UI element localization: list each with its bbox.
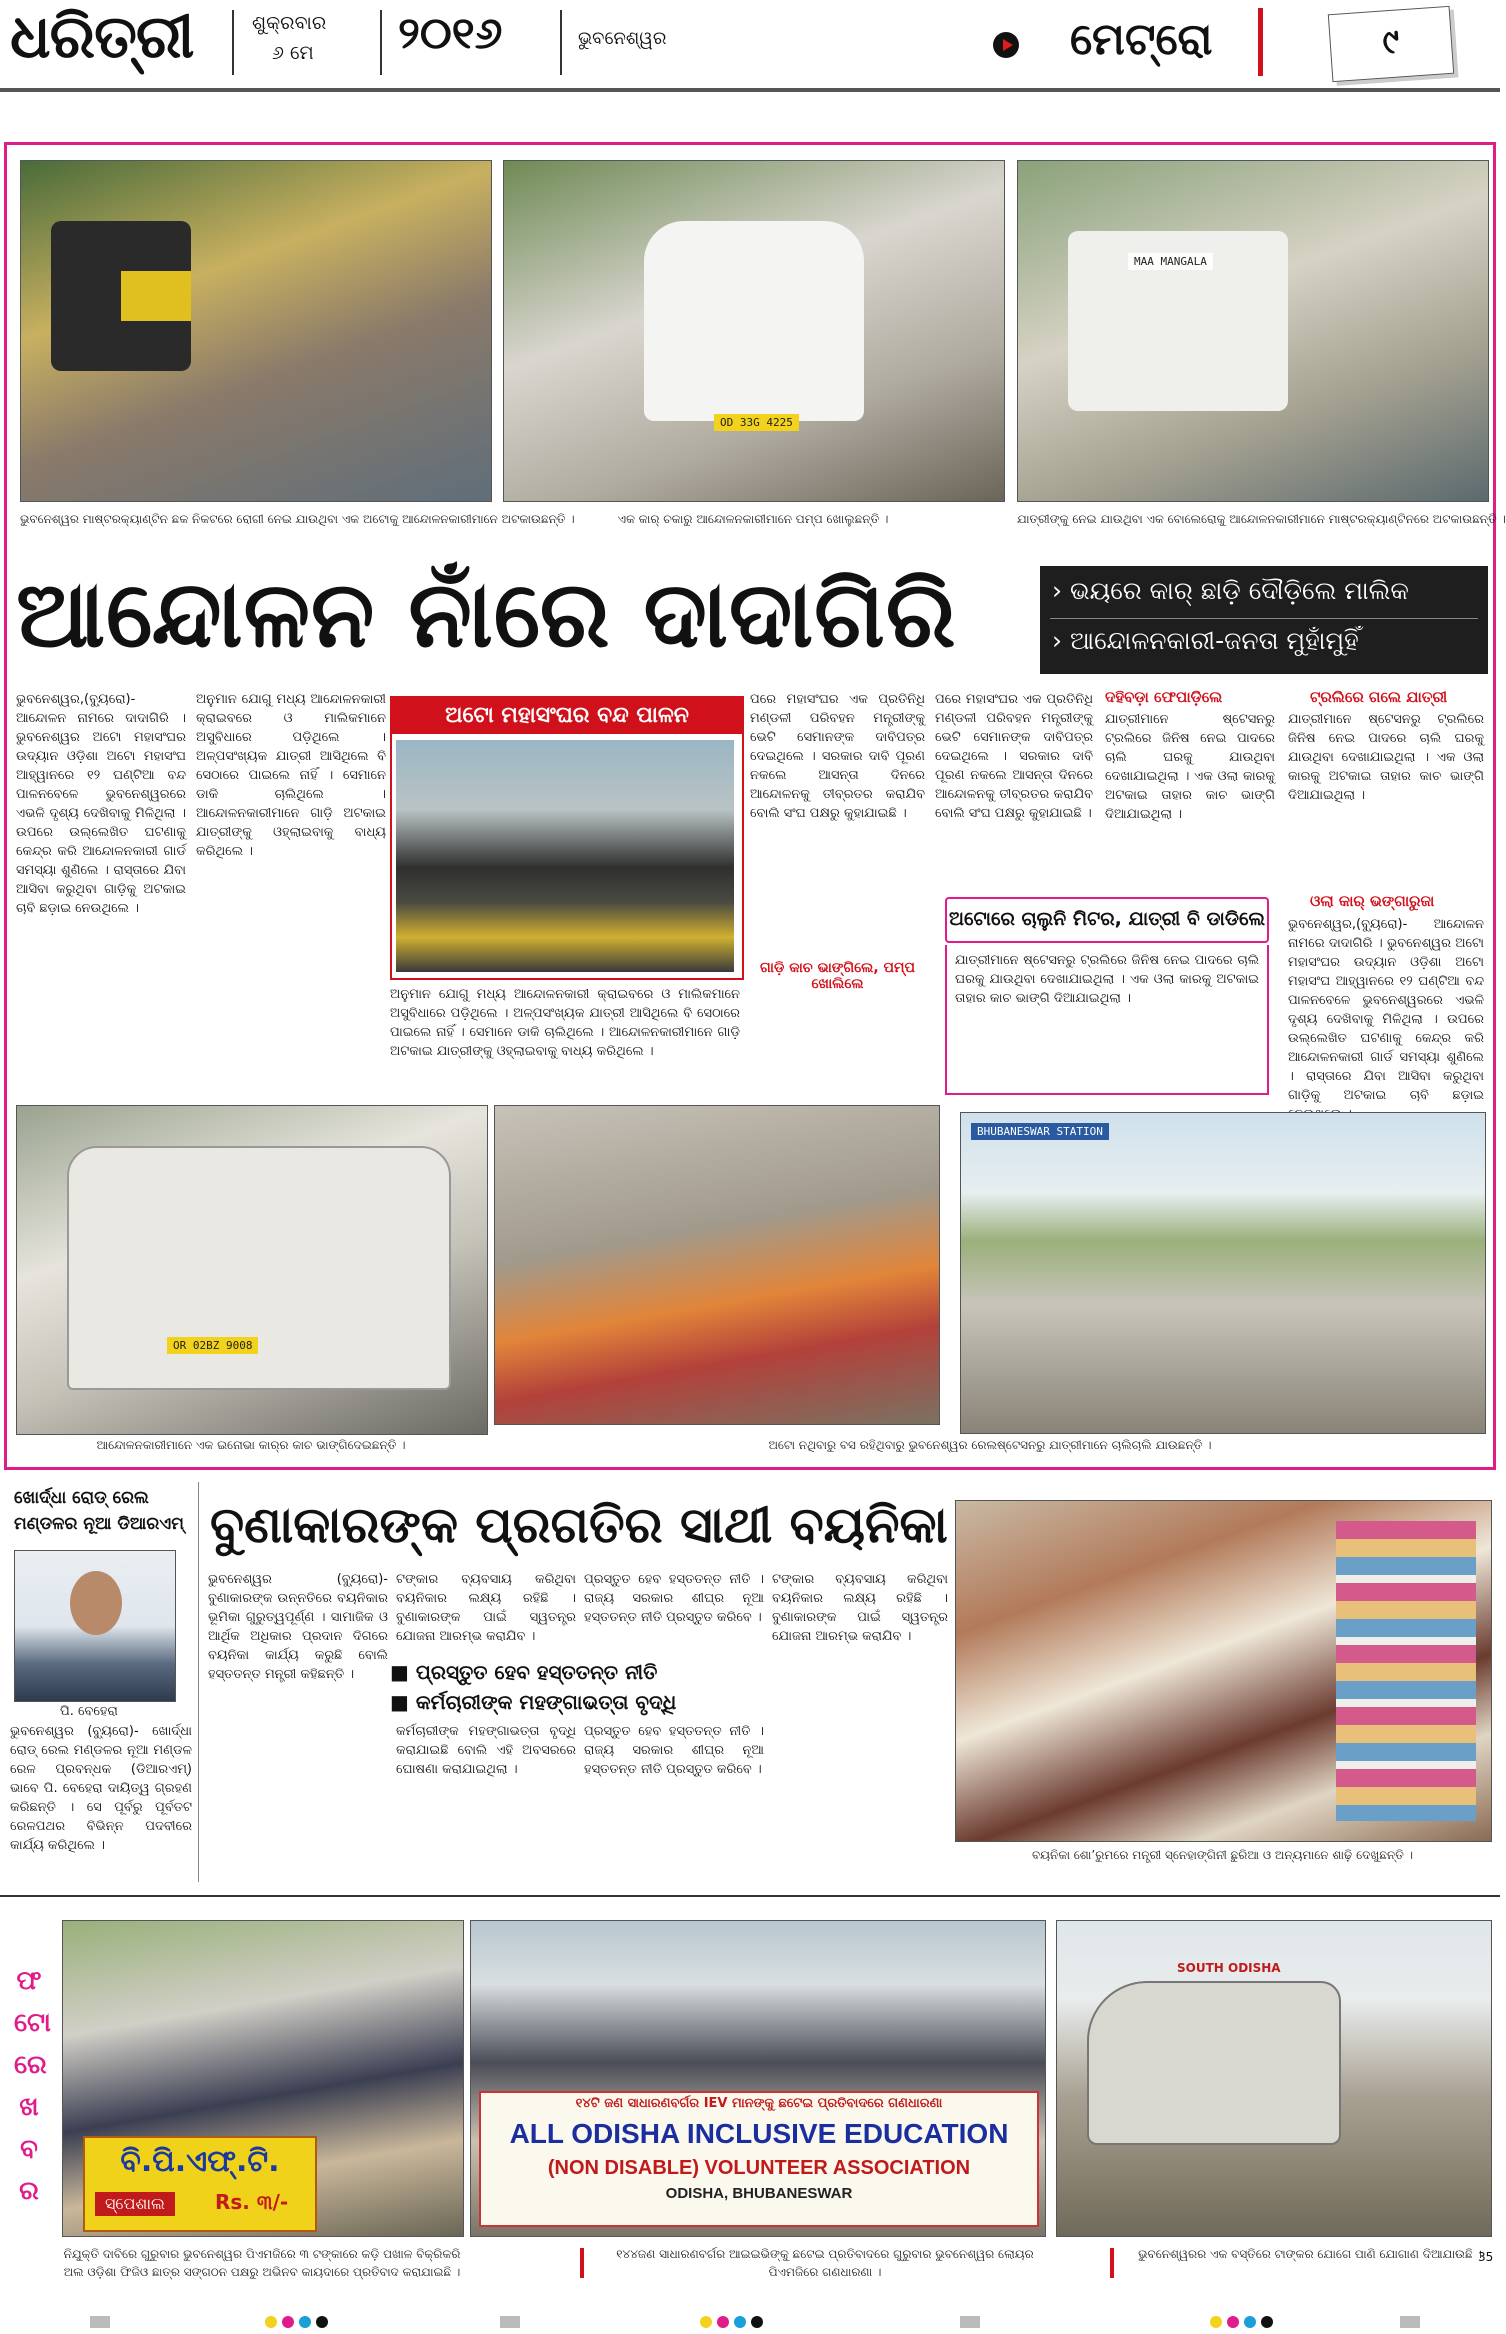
photo-bolero-stopped	[1017, 160, 1489, 502]
photo-caption: ଯାତ୍ରୀଙ୍କୁ ନେଇ ଯାଉଥିବା ଏକ ବୋଲେରୋକୁ ଆନ୍ଦୋଳନକାରୀମାନେ ମାଷ୍ଟରକ୍ୟାଣ୍ଟିନରେ ଅଟକାଉଛନ୍ତି ।	[1017, 512, 1506, 526]
stall-sign: ବି.ପି.ଏଫ୍.ଟି. ସ୍ପେଶାଲ Rs. ୩/-	[83, 2136, 317, 2232]
quote-body-box	[945, 945, 1269, 1095]
side-head: ଟ୍ରଲିରେ ଗଲେ ଯାତ୍ରୀ	[1310, 688, 1448, 706]
caption-red-mark	[1110, 2248, 1114, 2278]
weaver-column: ଭୁବନେଶ୍ୱର (ବ୍ୟୁରୋ)- ବୁଣାକାରଙ୍କ ଉନ୍ନତିରେ ବୟନିକାର ଭୂମିକା ଗୁରୁତ୍ୱପୂର୍ଣ୍ଣ । ସାମାଜିକ ଓ ଆର୍ଥିକ ଅଧିକାର ପ୍ରଦାନ ଦିଗରେ ବୟନିକା କାର୍ଯ୍ୟ କରୁଛି ବୋଲି ହସ୍ତତନ୍ତ ମନ୍ତ୍ରୀ କହିଛନ୍ତି ।	[208, 1572, 388, 1682]
section-name: ମେଟ୍ରୋ	[1070, 14, 1213, 65]
photo-auto-strike	[396, 740, 734, 972]
railway-body: ଭୁବନେଶ୍ୱର (ବ୍ୟୁରୋ)- ଖୋର୍ଦ୍ଧା ରୋଡ୍ ରେଲ ମଣ୍ଡଳର ନୂଆ ମଣ୍ଡଳ ରେଳ ପ୍ରବନ୍ଧକ (ଡିଆରଏମ୍) ଭାବେ ପି. ବେହେରା ଦାୟିତ୍ୱ ଗ୍ରହଣ କରିଛନ୍ତି । ସେ ପୂର୍ବରୁ ପୂର୍ବତଟ ରେଳପଥର ବିଭିନ୍ନ ପଦବୀରେ କାର୍ଯ୍ୟ କରିଥିଲେ ।	[10, 1724, 192, 1853]
photo-caption: ୧୪୪ଜଣ ସାଧାରଣବର୍ଗର ଆଇଇଭିଙ୍କୁ ଛଟେଇ ପ୍ରତିବାଦରେ ଗୁରୁବାର ଭୁବନେଶ୍ୱର ଲୋୟର ପିଏମଜିରେ ଗଣଧାରଣା ।	[616, 2247, 1034, 2279]
story-column: ଅନୁମାନ ଯୋଗୁ ମଧ୍ୟ ଆନ୍ଦୋଳନକାରୀ କ୍ରାଇବରେ ଓ ମାଲିକମାନେ ଅସୁବିଧାରେ ପଡ଼ିଥିଲେ । ଅଳ୍ପସଂଖ୍ୟକ ଯାତ୍ରୀ ଆସିଥିଲେ ବି ସେଠାରେ ପାଇଲେ ନାହିଁ । ସେମାନେ ଡାକି ଚାଲିଥିଲେ । ଆନ୍ଦୋଳନକାରୀମାନେ ଗାଡ଼ି ଅଟକାଇ ଯାତ୍ରୀଙ୍କୁ ଓହ୍ଲାଇବାକୁ ବାଧ୍ୟ କରିଥିଲେ ।	[390, 987, 740, 1059]
photo-caption: ଅଟୋ ନଥିବାରୁ ବସ ରହିଥିବାରୁ ଭୁବନେଶ୍ୱର ରେଲଷ୍ଟେସନରୁ ଯାତ୍ରୀମାନେ ଚାଲିଚାଲି ଯାଉଛନ୍ତି ।	[768, 1438, 1212, 1452]
play-icon	[993, 32, 1019, 58]
photo-water-tanker: SOUTH ODISHA	[1056, 1920, 1492, 2237]
photo-news-label: ଫ ଟୋ ରେ ଖ ବ ର	[14, 1966, 51, 2206]
number-plate: OR 02BZ 9008	[167, 1337, 258, 1354]
photo-caption: ଭୁବନେଶ୍ୱର ମାଷ୍ଟରକ୍ୟାଣ୍ଟିନ ଛକ ନିକଟରେ ରୋଗୀ ନେଇ ଯାଉଥିବା ଏକ ଅଟୋକୁ ଆନ୍ଦୋଳନକାରୀମାନେ ଅଟକାଉଛନ୍ତି ।	[20, 512, 575, 526]
number-plate: OD 33G 4225	[714, 414, 799, 431]
registration-strip	[0, 2310, 1500, 2334]
story-column: ଭୁବନେଶ୍ୱର,(ବ୍ୟୁରୋ)- ଆନ୍ଦୋଳନ ନାମରେ ଦାଦାଗିରି । ଭୁବନେଶ୍ୱର ଅଟୋ ମହାସଂଘର ଉଦ୍ୟାନ ଓଡ଼ିଶା ଅଟୋ ମହାସଂଘ ଆହ୍ୱାନରେ ୧୨ ଘଣ୍ଟିଆ ବନ୍ଦ ପାଳନବେଳେ ଭୁବନେଶ୍ୱରରେ ଏଭଳି ଦୃଶ୍ୟ ଦେଖିବାକୁ ମିଳିଥିଲା । ଉପରେ ଉଲ୍ଲେଖିତ ଘଟଣାକୁ କେନ୍ଦ୍ର କରି ଆନ୍ଦୋଳନକାରୀ ଗାର୍ଡ ସମସ୍ୟା ଶୁଣିଲେ । ରାସ୍ତାରେ ଯିବା ଆସିବା କରୁଥିବା ଗାଡ଼ିକୁ ଅଟକାଇ ଚାବି ଛଡ଼ାଇ ନେଉଥିଲେ ।	[16, 692, 186, 916]
newspaper-logo: ଧରିତ୍ରୀ	[10, 2, 194, 72]
page-number: ୯	[1381, 21, 1401, 63]
subhead-line	[1052, 626, 1359, 656]
photo-car-pump	[503, 160, 1005, 502]
railway-head: ଖୋର୍ଦ୍ଧା ରୋଡ୍ ରେଲ ମଣ୍ଡଳର ନୂଆ ଡିଆରଏମ୍	[14, 1488, 184, 1534]
weaver-column: କର୍ମଚାରୀଙ୍କ ମହଙ୍ଗାଭତ୍ତା ବୃଦ୍ଧି କରାଯାଇଛି ବୋଲି ଏହି ଅବସରରେ ଘୋଷଣା କରାଯାଇଥିଲା ।	[396, 1724, 576, 1777]
story-column: ପରେ ମହାସଂଘର ଏକ ପ୍ରତିନିଧି ମଣ୍ଡଳୀ ପରିବହନ ମନ୍ତ୍ରୀଙ୍କୁ ଭେଟି ସେମାନଙ୍କ ଦାବିପତ୍ର ଦେଇଥିଲେ । ସରକାର ଦାବି ପୂରଣ ନକଲେ ଆସନ୍ତା ଦିନରେ ଆନ୍ଦୋଳନକୁ ତୀବ୍ରତର କରାଯିବ ବୋଲି ସଂଘ ପକ୍ଷରୁ କୁହାଯାଇଛି ।	[750, 692, 925, 821]
side-head: ଦହିବଡ଼ା ଫେପାଡ଼ିଲେ	[1105, 688, 1223, 706]
story-column: ଭୁବନେଶ୍ୱର,(ବ୍ୟୁରୋ)- ଆନ୍ଦୋଳନ ନାମରେ ଦାଦାଗିରି । ଭୁବନେଶ୍ୱର ଅଟୋ ମହାସଂଘର ଉଦ୍ୟାନ ଓଡ଼ିଶା ଅଟୋ ମହାସଂଘ ଆହ୍ୱାନରେ ୧୨ ଘଣ୍ଟିଆ ବନ୍ଦ ପାଳନବେଳେ ଭୁବନେଶ୍ୱରରେ ଏଭଳି ଦୃଶ୍ୟ ଦେଖିବାକୁ ମିଳିଥିଲା । ଉପରେ ଉଲ୍ଲେଖିତ ଘଟଣାକୁ କେନ୍ଦ୍ର କରି ଆନ୍ଦୋଳନକାରୀ ଗାର୍ଡ ସମସ୍ୟା ଶୁଣିଲେ । ରାସ୍ତାରେ ଯିବା ଆସିବା କରୁଥିବା ଗାଡ଼ିକୁ ଅଟକାଇ ଚାବି ଛଡ଼ାଇ	[1288, 917, 1484, 1103]
story-column: ଯାତ୍ରୀମାନେ ଷ୍ଟେସନରୁ ଟ୍ରଲିରେ ଜିନିଷ ନେଇ ପାଦରେ ଚାଲି ଘରକୁ ଯାଉଥିବା ଦେଖାଯାଇଥିଲା । ଏକ ଓଲା କାରକୁ ଅଟକାଇ ତାହାର କାଚ ଭାଙ୍ଗି ଦିଆଯାଇଥିଲା ।	[1288, 712, 1484, 803]
photo-caption: ନିଯୁକ୍ତି ଦାବିରେ ଗୁରୁବାର ଭୁବନେଶ୍ୱର ପିଏମଜିରେ ୩ ଟଙ୍କାରେ କଡ଼ି ପଖାଳ ବିକ୍ରିକରି ଅଲ ଓଡ଼ିଶା ଫିଜିଓ ଛାତ୍ର ସଙ୍ଗଠନ ପକ୍ଷରୁ ଅଭିନବ କାୟଦାରେ ପ୍ରତିବାଦ କରାଯାଇଛି ।	[63, 2247, 461, 2279]
quote-box	[945, 897, 1269, 943]
subhead-box	[1040, 566, 1488, 674]
subhead-line	[1052, 576, 1409, 606]
vehicle-sticker: MAA MANGALA	[1128, 253, 1213, 270]
photo-caption: ଏକ କାର୍ ଚକାରୁ ଆନ୍ଦୋଳନକାରୀମାନେ ପମ୍ପ ଖୋଲୁଛନ୍ତି ।	[617, 512, 889, 526]
square-bullet-icon: ■	[390, 1660, 409, 1684]
photo-caption: ଭୁବନେଶ୍ୱରର ଏକ ବସ୍ତିରେ ଟାଙ୍କର ଯୋଗେ ପାଣି ଯୋଗାଣ ଦିଆଯାଉଛି ।	[1138, 2247, 1482, 2261]
weaver-bullet: ■ ପ୍ରସ୍ତୁତ ହେବ ହସ୍ତତନ୍ତ ନୀତି	[390, 1660, 658, 1684]
story-column: ପରେ ମହାସଂଘର ଏକ ପ୍ରତିନିଧି ମଣ୍ଡଳୀ ପରିବହନ ମନ୍ତ୍ରୀଙ୍କୁ ଭେଟି ସେମାନଙ୍କ ଦାବିପତ୍ର ଦେଇଥିଲେ । ସରକାର ଦାବି ପୂରଣ ନକଲେ ଆସନ୍ତା ଦିନରେ ଆନ୍ଦୋଳନକୁ ତୀବ୍ରତର କରାଯିବ ବୋଲି ସଂଘ ପକ୍ଷରୁ କୁହାଯାଇଛି ।	[935, 692, 1093, 821]
photo-station-walk	[960, 1112, 1486, 1434]
page-number-tab	[1328, 6, 1454, 82]
story-column: ଯାତ୍ରୀମାନେ ଷ୍ଟେସନରୁ ଟ୍ରଲିରେ ଜିନିଷ ନେଇ ପାଦରେ ଚାଲି ଘରକୁ ଯାଉଥିବା ଦେଖାଯାଇଥିଲା । ଏକ ଓଲା କାରକୁ ଅଟକାଇ ତାହାର କାଚ ଭାଙ୍ଗି ଦିଆଯାଇଥିଲା ।	[955, 953, 1259, 1006]
photo-education-dharana	[470, 1920, 1046, 2237]
masthead-divider	[380, 10, 382, 75]
issue-day: ଶୁକ୍ରବାର	[252, 12, 327, 34]
drm-name: ପି. ବେହେରା	[60, 1704, 118, 1719]
weaver-column: ପ୍ରସ୍ତୁତ ହେବ ହସ୍ତତନ୍ତ ନୀତି । ରାଜ୍ୟ ସରକାର ଶୀଘ୍ର ନୂଆ ହସ୍ତତନ୍ତ ନୀତି ପ୍ରସ୍ତୁତ କରିବେ ।	[584, 1572, 764, 1625]
story-column: ଯାତ୍ରୀମାନେ ଷ୍ଟେସନରୁ ଟ୍ରଲିରେ ଜିନିଷ ନେଇ ପାଦରେ ଚାଲି ଘରକୁ ଯାଉଥିବା ଦେଖାଯାଇଥିଲା । ଏକ ଓଲା କାରକୁ ଅଟକାଇ ତାହାର କାଚ ଭାଙ୍ଗି ଦିଆଯାଇଥିଲା ।	[1105, 712, 1275, 822]
issue-year: ୨୦୧୬	[398, 8, 503, 59]
column-rule	[198, 1482, 199, 1882]
chevron-right-icon: ›	[1052, 576, 1062, 605]
section-red-bar	[1258, 8, 1263, 76]
inset-box	[390, 696, 744, 980]
photo-walking-passengers	[494, 1105, 940, 1425]
inset-title: ଅଟୋ ମହାସଂଘର ବନ୍ଦ ପାଳନ	[392, 698, 742, 734]
side-head: ଓଲା କାର୍ ଭଙ୍ଗାରୁଜା	[1310, 892, 1435, 910]
subhead-separator	[1050, 618, 1478, 619]
photo-caption: ଆନ୍ଦୋଳନକାରୀମାନେ ଏକ ଇନୋଭା କାର୍‌ର କାଚ ଭାଙ୍ଗିଦେଇଛନ୍ତି ।	[96, 1438, 406, 1452]
subhead-text: ଆନ୍ଦୋଳନକାରୀ-ଜନତା ମୁହାଁମୁହିଁ	[1069, 626, 1359, 655]
chevron-right-icon: ›	[1052, 626, 1062, 655]
story-column: ଅନୁମାନ ଯୋଗୁ ମଧ୍ୟ ଆନ୍ଦୋଳନକାରୀ କ୍ରାଇବରେ ଓ ମାଲିକମାନେ ଅସୁବିଧାରେ ପଡ଼ିଥିଲେ । ଅଳ୍ପସଂଖ୍ୟକ ଯାତ୍ରୀ ଆସିଥିଲେ ବି ସେଠାରେ ପାଇଲେ ନାହିଁ । ସେମାନେ ଡାକି ଚାଲିଥିଲେ । ଆନ୍ଦୋଳନକାରୀମାନେ ଗାଡ଼ି ଅଟକାଇ ଯାତ୍ରୀଙ୍କୁ ଓହ୍ଲାଇବାକୁ ବାଧ୍ୟ କରିଥିଲେ ।	[196, 692, 386, 859]
photo-pakhala-stall	[62, 1920, 464, 2237]
station-sign: BHUBANESWAR STATION	[971, 1123, 1109, 1140]
issue-date: ୬ ମେ	[272, 42, 314, 64]
section-rule	[0, 1895, 1500, 1897]
weaver-bullet: ■ କର୍ମଚାରୀଙ୍କ ମହଙ୍ଗାଭତ୍ତା ବୃଦ୍ଧି	[390, 1690, 677, 1714]
photo-auto-stopped	[20, 160, 492, 502]
photo-boyanika-showroom	[955, 1500, 1492, 1842]
square-bullet-icon: ■	[390, 1690, 409, 1714]
masthead-bottom-rule	[0, 88, 1500, 92]
photo-caption: ବୟନିକା ଶୋ’ରୁମରେ ମନ୍ତ୍ରୀ ସ୍ନେହାଙ୍ଗିନୀ ଛୁରିଆ ଓ ଅନ୍ୟମାନେ ଶାଢ଼ି ଦେଖୁଛନ୍ତି ।	[1031, 1848, 1414, 1862]
masthead-divider	[232, 10, 234, 75]
weaver-column: ଟଙ୍କାର ବ୍ୟବସାୟ କରିଥିବା ବୟନିକାର ଲକ୍ଷ୍ୟ ରହିଛି । ବୁଣାକାରଙ୍କ ପାଇଁ ସ୍ୱତନ୍ତ୍ର ଯୋଜନା ଆରମ୍ଭ କରାଯିବ ।	[772, 1572, 948, 1644]
drm-portrait	[14, 1550, 176, 1702]
caption-red-mark	[580, 2248, 584, 2278]
masthead-divider	[560, 10, 562, 75]
weaver-headline: ବୁଣାକାରଙ୍କ ପ୍ରଗତିର ସାଥୀ ବୟନିକା	[210, 1496, 948, 1554]
quote-text: ଅଟୋରେ ଚାଲୁନି ମିଟର, ଯାତ୍ରୀ ବି ଡାଡିଲେ	[948, 908, 1266, 930]
side-head: ଗାଡ଼ି କାଚ ଭାଙ୍ଗିଲେ, ପମ୍ପ ଖୋଲିଲେ	[760, 960, 915, 992]
subhead-text: ଭୟରେ କାର୍ ଛାଡ଼ି ଦୌଡ଼ିଲେ ମାଲିକ	[1069, 576, 1409, 605]
weaver-column: ପ୍ରସ୍ତୁତ ହେବ ହସ୍ତତନ୍ତ ନୀତି । ରାଜ୍ୟ ସରକାର ଶୀଘ୍ର ନୂଆ ହସ୍ତତନ୍ତ ନୀତି ପ୍ରସ୍ତୁତ କରିବେ ।	[584, 1724, 764, 1777]
issue-city: ଭୁବନେଶ୍ୱର	[578, 28, 667, 49]
weaver-column: ଟଙ୍କାର ବ୍ୟବସାୟ କରିଥିବା ବୟନିକାର ଲକ୍ଷ୍ୟ ରହିଛି । ବୁଣାକାରଙ୍କ ପାଇଁ ସ୍ୱତନ୍ତ୍ର ଯୋଜନା ଆରମ୍ଭ କରାଯିବ ।	[396, 1572, 576, 1644]
masthead	[0, 0, 1500, 92]
photo-broken-innova	[16, 1105, 488, 1435]
protest-banner: ୧୪ଟି ଜଣ ସାଧାରଣବର୍ଗର IEV ମାନଙ୍କୁ ଛଟେଇ ପ୍ରତିବାଦରେ ଗଣଧାରଣା ALL ODISHA INCLUSIVE EDUCATION (NON DISABLE) VOLUNTEER ASSOCIATION ODISHA, BHUBANESWAR	[479, 2091, 1039, 2227]
main-headline: ଆନ୍ଦୋଳନ ନାଁରେ ଦାଦାଗିରି	[16, 561, 957, 668]
folio: 35	[1478, 2250, 1494, 2264]
